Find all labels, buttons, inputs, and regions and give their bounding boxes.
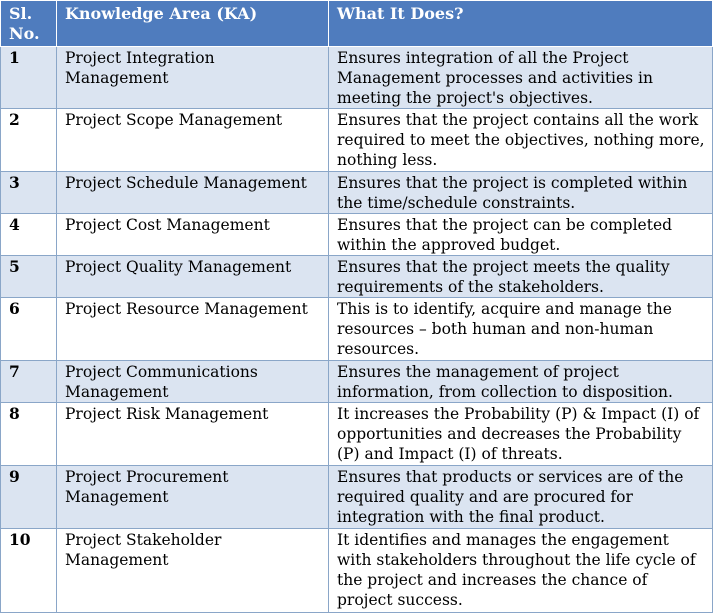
knowledge-area-cell: Project Integration Management	[57, 47, 329, 109]
table-body	[1, 47, 713, 613]
row-number: 1	[1, 47, 57, 109]
knowledge-area-cell: Project Procurement Management	[57, 466, 329, 529]
knowledge-area-cell: Project Communications Management	[57, 361, 329, 403]
description-cell: Ensures that the project meets the quality requirements of the stakeholders.	[329, 256, 713, 298]
description-cell: This is to identify, acquire and manage the resources – both human and non-human resources.	[329, 298, 713, 361]
table-row	[1, 361, 713, 403]
knowledge-area-cell: Project Stakeholder Management	[57, 529, 329, 613]
description-cell: Ensures integration of all the Project Management processes and activities in meeting the project's objectives.	[329, 47, 713, 109]
row-number: 7	[1, 361, 57, 403]
table-row	[1, 466, 713, 529]
row-number: 9	[1, 466, 57, 529]
knowledge-area-cell: Project Schedule Management	[57, 172, 329, 214]
knowledge-area-cell: Project Risk Management	[57, 403, 329, 466]
table-row	[1, 172, 713, 214]
description-cell: It increases the Probability (P) & Impact (I) of opportunities and decreases the Probability (P) and Impact (I) of threats.	[329, 403, 713, 466]
header-knowledge-area: Knowledge Area (KA)	[57, 1, 329, 47]
table-header	[1, 1, 713, 47]
knowledge-area-cell: Project Resource Management	[57, 298, 329, 361]
table-row	[1, 109, 713, 172]
description-cell: Ensures the management of project information, from collection to disposition.	[329, 361, 713, 403]
description-cell: Ensures that the project can be completed within the approved budget.	[329, 214, 713, 256]
row-number: 3	[1, 172, 57, 214]
knowledge-area-cell: Project Cost Management	[57, 214, 329, 256]
row-number: 8	[1, 403, 57, 466]
description-cell: Ensures that products or services are of the required quality and are procured for integration with the final product.	[329, 466, 713, 529]
table-row	[1, 403, 713, 466]
row-number: 5	[1, 256, 57, 298]
table-row	[1, 529, 713, 613]
description-cell: It identifies and manages the engagement with stakeholders throughout the life cycle of the project and increases the chance of project success.	[329, 529, 713, 613]
header-row	[1, 1, 713, 47]
table-row	[1, 47, 713, 109]
row-number: 2	[1, 109, 57, 172]
row-number: 4	[1, 214, 57, 256]
header-sl-no: Sl. No.	[1, 1, 57, 47]
table-row	[1, 214, 713, 256]
table-row	[1, 298, 713, 361]
knowledge-area-cell: Project Scope Management	[57, 109, 329, 172]
header-what-it-does: What It Does?	[329, 1, 713, 47]
row-number: 6	[1, 298, 57, 361]
table-row	[1, 256, 713, 298]
description-cell: Ensures that the project contains all the work required to meet the objectives, nothing more, nothing less.	[329, 109, 713, 172]
knowledge-area-cell: Project Quality Management	[57, 256, 329, 298]
row-number: 10	[1, 529, 57, 613]
description-cell: Ensures that the project is completed within the time/schedule constraints.	[329, 172, 713, 214]
